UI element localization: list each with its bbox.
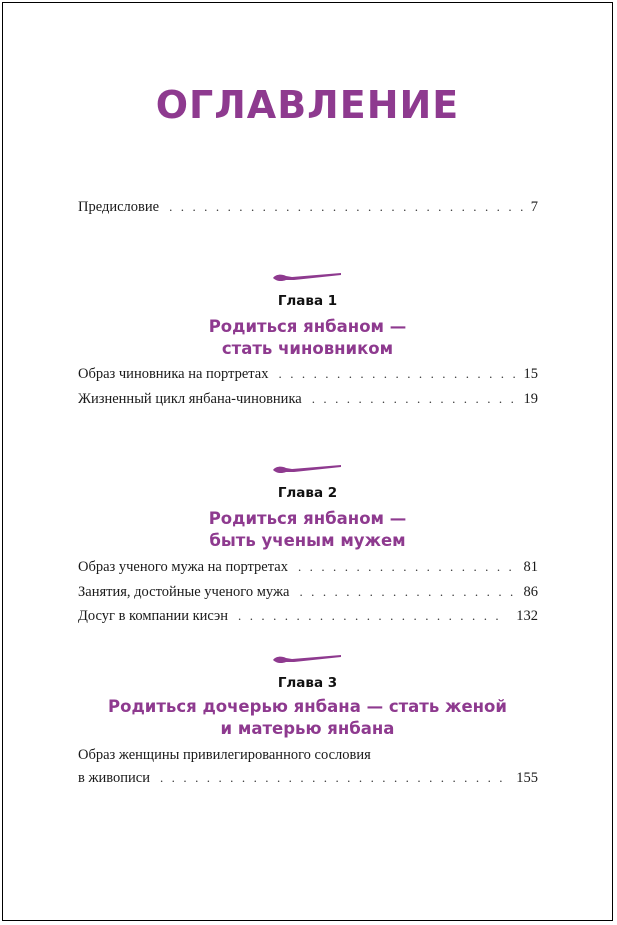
chapter-1-title-line1: Родиться янбаном — [208, 317, 407, 336]
toc-page-number: 155 [516, 770, 538, 786]
toc-entry-label: Предисловие [78, 199, 160, 215]
paintbrush-icon [272, 463, 342, 475]
toc-entry-label-line1: Образ женщины привилегированного сословия [78, 747, 371, 763]
toc-entry[interactable] [78, 607, 538, 625]
toc-entry-label: Образ чиновника на портретах [78, 366, 269, 382]
chapter-2-title-line2: быть ученым мужем [209, 531, 406, 550]
paintbrush-icon [272, 653, 342, 665]
chapter-3-label: Глава 3 [277, 675, 338, 691]
page-title: ОГЛАВЛЕНИЕ [155, 83, 460, 127]
toc-page-number: 81 [523, 559, 538, 575]
toc-entry-label: Занятия, достойные ученого мужа [78, 584, 290, 600]
toc-entry[interactable] [78, 390, 538, 408]
paintbrush-icon [272, 271, 342, 283]
chapter-1-label: Глава 1 [277, 293, 338, 309]
toc-entry-label: Образ ученого мужа на портретах [78, 559, 288, 575]
chapter-2-label: Глава 2 [277, 485, 338, 501]
toc-entry[interactable] [78, 558, 538, 576]
toc-entry[interactable] [78, 365, 538, 383]
toc-entry-label: в живописи [78, 770, 150, 786]
toc-page-number: 15 [523, 366, 538, 382]
chapter-2-title-line1: Родиться янбаном — [208, 509, 407, 528]
leader-dots [160, 769, 508, 787]
leader-dots [238, 607, 508, 625]
leader-dots [169, 198, 523, 216]
toc-entry-preface[interactable] [78, 198, 538, 216]
toc-entry[interactable] [78, 583, 538, 601]
leader-dots [298, 558, 516, 576]
toc-entry-label: Досуг в компании кисэн [78, 608, 228, 624]
toc-page-number: 7 [530, 199, 538, 215]
toc-entry-label: Жизненный цикл янбана-чиновника [78, 391, 302, 407]
leader-dots [279, 365, 516, 383]
leader-dots [312, 390, 516, 408]
leader-dots [299, 583, 515, 601]
toc-entry[interactable] [78, 769, 538, 787]
chapter-3-title-line2: и матерью янбана [220, 719, 395, 738]
toc-page-number: 19 [523, 391, 538, 407]
chapter-1-title-line2: стать чиновником [221, 339, 394, 358]
chapter-3-title-line1: Родиться дочерью янбана — стать женой [108, 697, 507, 716]
toc-page-number: 86 [523, 584, 538, 600]
book-page [2, 2, 613, 921]
toc-page-number: 132 [516, 608, 538, 624]
